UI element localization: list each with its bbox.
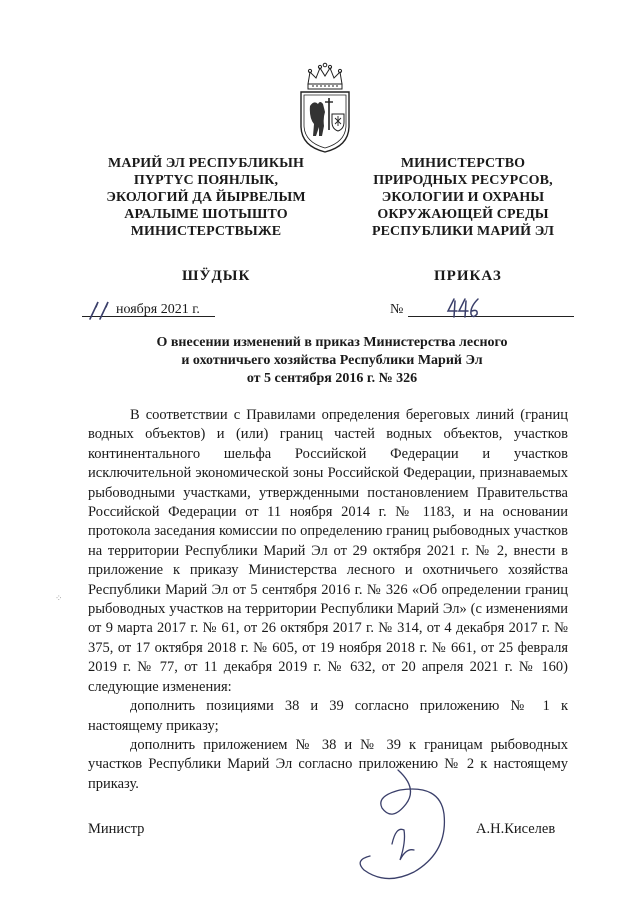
number-sign: №	[390, 302, 404, 317]
header-right-line: РЕСПУБЛИКИ МАРИЙ ЭЛ	[371, 224, 555, 239]
subject-line: от 5 сентября 2016 г. № 326	[246, 371, 418, 386]
handwritten-number	[446, 297, 482, 321]
handwritten-day	[86, 299, 116, 321]
header-right-line: ЭКОЛОГИИ И ОХРАНЫ	[381, 190, 545, 205]
handwritten-number-value: 446	[446, 297, 448, 298]
handwritten-signature	[340, 760, 480, 900]
header-right-line: ОКРУЖАЮЩЕЙ СРЕДЫ	[377, 207, 549, 222]
number-underline	[408, 316, 574, 317]
body-paragraph: дополнить приложением № 38 и № 39 к границам рыбоводных участков Республики Марий Эл согласно приложению № 2 к настоящему приказу.	[88, 736, 568, 792]
body-paragraph: дополнить позициями 38 и 39 согласно приложению № 1 к настоящему приказу;	[88, 698, 568, 734]
date-printed: ноября 2021 г.	[116, 302, 200, 317]
handwritten-day-value: 11	[86, 299, 87, 300]
signer-position: Министр	[88, 821, 145, 837]
order-body	[88, 406, 568, 794]
header-left-line: ЭКОЛОГИЙ ДА ЙЫРВЕЛЫМ	[106, 190, 306, 205]
doc-type-mari: ШӰДЫК	[182, 268, 251, 284]
body-paragraph: В соответствии с Правилами определения береговых линий (границ водных объектов) и (или) границ частей водных объектов, участков континентального шельфа Российской Федерации и участков исключительной экономической зоны Российской Федерации, признаваемых рыбоводными участками, утвержденными постановлением Правительства Российской Федерации от 11 ноября 2014 г. № 1183, и на основании протокола заседания комиссии по определению границ рыбоводных участков на территории Республики Марий Эл от 29 октября 2021 г. № 2, внести в приложение к приказу Министерства лесного и охотничьего хозяйства Республики Марий Эл от 5 сентября 2016 г. № 326 «Об определении границ рыбоводных участков на территории Республики Марий Эл» (с изменениями от 9 марта 2017 г. № 61, от 26 октября 2017 г. № 314, от 4 декабря 2017 г. № 375, от 17 октября 2018 г. № 605, от 19 ноября 2018 г. № 661, от 25 февраля 2019 г. № 77, от 11 декабря 2019 г. № 632, от 20 апреля 2021 г. № 160) следующие изменения:	[88, 407, 568, 695]
header-left-line: МАРИЙ ЭЛ РЕСПУБЛИКЫН	[108, 156, 304, 171]
order-subject	[88, 334, 576, 388]
subject-line: О внесении изменений в приказ Министерства лесного	[156, 335, 508, 350]
scan-speck: ⁘	[55, 593, 63, 603]
doc-type-russian: ПРИКАЗ	[434, 268, 502, 284]
header-russian-ministry	[338, 155, 588, 240]
header-right-line: МИНИСТЕРСТВО	[400, 156, 526, 171]
coat-of-arms-emblem	[296, 62, 354, 154]
signer-name: А.Н.Киселев	[476, 821, 556, 837]
header-left-line: ПҮРТҮС ПОЯНЛЫК,	[133, 173, 279, 188]
header-left-line: АРАЛЫМЕ ШОТЫШТО	[124, 207, 288, 222]
header-left-line: МИНИСТЕРСТВЫЖЕ	[130, 224, 282, 239]
subject-line: и охотничьего хозяйства Республики Марий Эл	[181, 353, 483, 368]
header-mari-ministry	[86, 155, 326, 240]
header-right-line: ПРИРОДНЫХ РЕСУРСОВ,	[373, 173, 553, 188]
